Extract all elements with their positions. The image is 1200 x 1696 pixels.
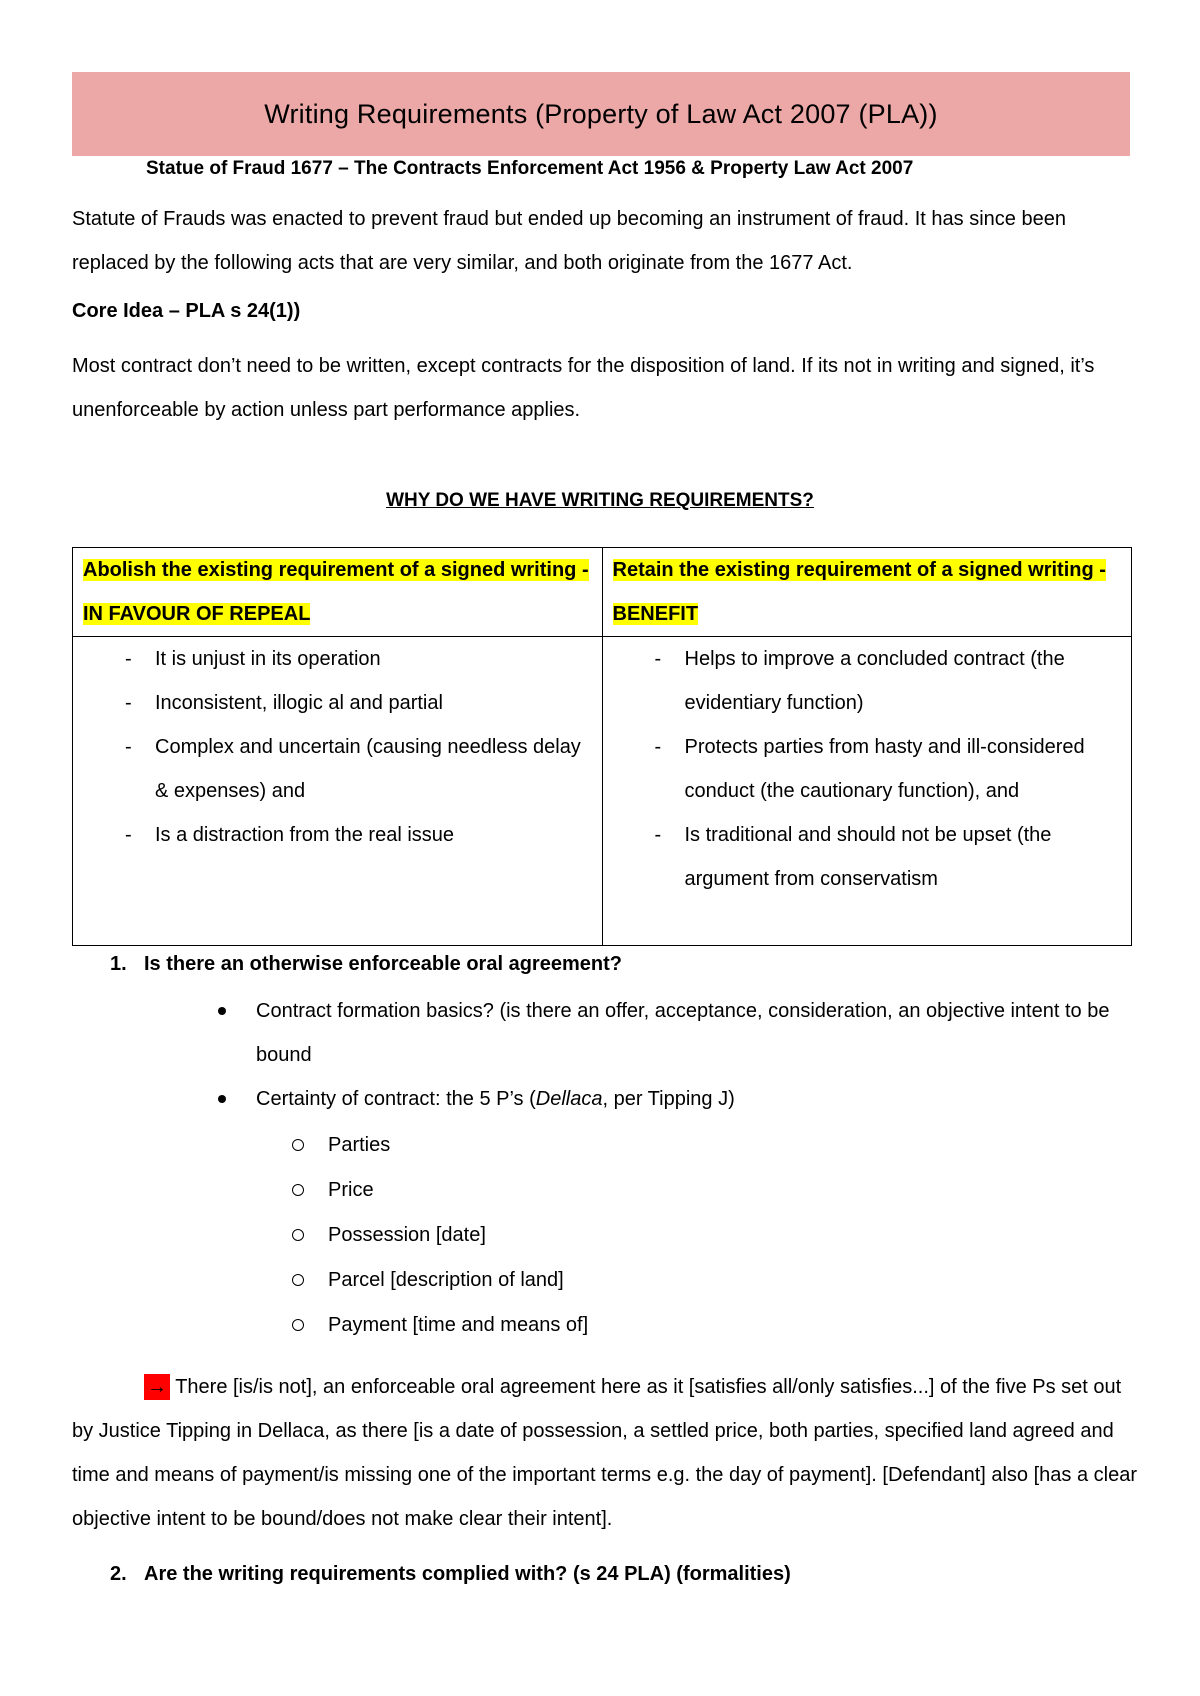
repeal-cell <box>73 637 603 946</box>
table-header-retain <box>602 548 1132 637</box>
core-idea-paragraph: Most contract don’t need to be written, except contracts for the disposition of land. If its not in writing and signed, it’s unenforceable by action unless part performance applies. <box>72 355 1095 421</box>
question-2 <box>110 1563 791 1586</box>
list-item: - Helps to improve a concluded contract (the evidentiary function) <box>613 637 1122 725</box>
list-item-text: Possession [date] <box>328 1224 486 1246</box>
circle-bullet-icon <box>292 1184 304 1196</box>
circle-bullet-icon <box>292 1139 304 1151</box>
question-2-text: Are the writing requirements complied with? (s 24 PLA) (formalities) <box>144 1563 791 1585</box>
case-name: Dellaca <box>535 1088 603 1110</box>
list-item-text: Parcel [description of land] <box>328 1269 564 1291</box>
list-item: - Inconsistent, illogic al and partial <box>83 681 592 725</box>
conclusion-paragraph <box>72 1365 1142 1541</box>
list-item-text: Payment [time and means of] <box>328 1314 589 1336</box>
core-idea-heading: Core Idea – PLA s 24(1)) <box>72 300 301 322</box>
list-item <box>290 1303 588 1348</box>
bullet-text-pre: Certainty of contract: the 5 P’s ( <box>256 1088 536 1110</box>
repeal-header-text: Abolish the existing requirement of a signed writing - IN FAVOUR OF REPEAL <box>83 559 589 625</box>
list-item <box>290 1258 588 1303</box>
circle-bullet-icon <box>292 1319 304 1331</box>
list-item <box>290 1123 588 1168</box>
question-2-number: 2. <box>110 1563 127 1585</box>
question-1-number: 1. <box>110 953 127 975</box>
conclusion-text: There [is/is not], an enforceable oral agreement here as it [satisfies all/only satisfies...] of the five Ps set out by Justice Tipping in Dellaca, as there [is a date of possession, a settled price, both parties, specified land agreed and time and means of payment/is missing one of the important terms e.g. the day of payment]. [Defendant] also [has a clear objective intent to be bound/does not make clear their intent]. <box>72 1376 1137 1530</box>
comparison-table <box>72 547 1132 946</box>
list-item: - Complex and uncertain (causing needless delay & expenses) and <box>83 725 592 813</box>
repeal-list <box>83 637 592 857</box>
question-1-text: Is there an otherwise enforceable oral agreement? <box>144 953 622 975</box>
arrow-right-icon: → <box>144 1374 170 1400</box>
bullet-certainty <box>212 1077 1112 1121</box>
retain-list <box>613 637 1122 901</box>
circle-bullet-icon <box>292 1274 304 1286</box>
subtitle: Statue of Fraud 1677 – The Contracts Enforcement Act 1956 & Property Law Act 2007 <box>146 158 914 179</box>
bullet-dot <box>218 1095 226 1103</box>
bullet-text: Contract formation basics? (is there an offer, acceptance, consideration, an objective intent to be bound <box>256 1000 1110 1066</box>
intro-paragraph: Statute of Frauds was enacted to prevent fraud but ended up becoming an instrument of fraud. It has since been replaced by the following acts that are very similar, and both originate from the 1677 Act. <box>72 208 1066 274</box>
table-body-row <box>73 637 1132 946</box>
list-item: - It is unjust in its operation <box>83 637 592 681</box>
table-header-repeal <box>73 548 603 637</box>
list-item: - Protects parties from hasty and ill-considered conduct (the cautionary function), and <box>613 725 1122 813</box>
list-item <box>290 1213 588 1258</box>
bullet-formation <box>212 989 1112 1077</box>
why-heading: WHY DO WE HAVE WRITING REQUIREMENTS? <box>386 490 814 511</box>
list-item <box>290 1168 588 1213</box>
retain-header-text: Retain the existing requirement of a signed writing - BENEFIT <box>612 559 1106 625</box>
list-item: - Is traditional and should not be upset (the argument from conservatism <box>613 813 1122 901</box>
list-item-text: Price <box>328 1179 374 1201</box>
bullet-text-post: , per Tipping J) <box>602 1088 735 1110</box>
list-item: - Is a distraction from the real issue <box>83 813 592 857</box>
q1-bullets <box>212 989 1112 1121</box>
page-title: Writing Requirements (Property of Law Act 2007 (PLA)) <box>264 98 938 129</box>
retain-cell <box>602 637 1132 946</box>
circle-bullet-icon <box>292 1229 304 1241</box>
five-ps-list <box>290 1123 588 1348</box>
title-banner <box>72 72 1130 156</box>
question-1 <box>110 953 622 976</box>
list-item-text: Parties <box>328 1134 391 1156</box>
table-header-row <box>73 548 1132 637</box>
bullet-dot <box>218 1007 226 1015</box>
